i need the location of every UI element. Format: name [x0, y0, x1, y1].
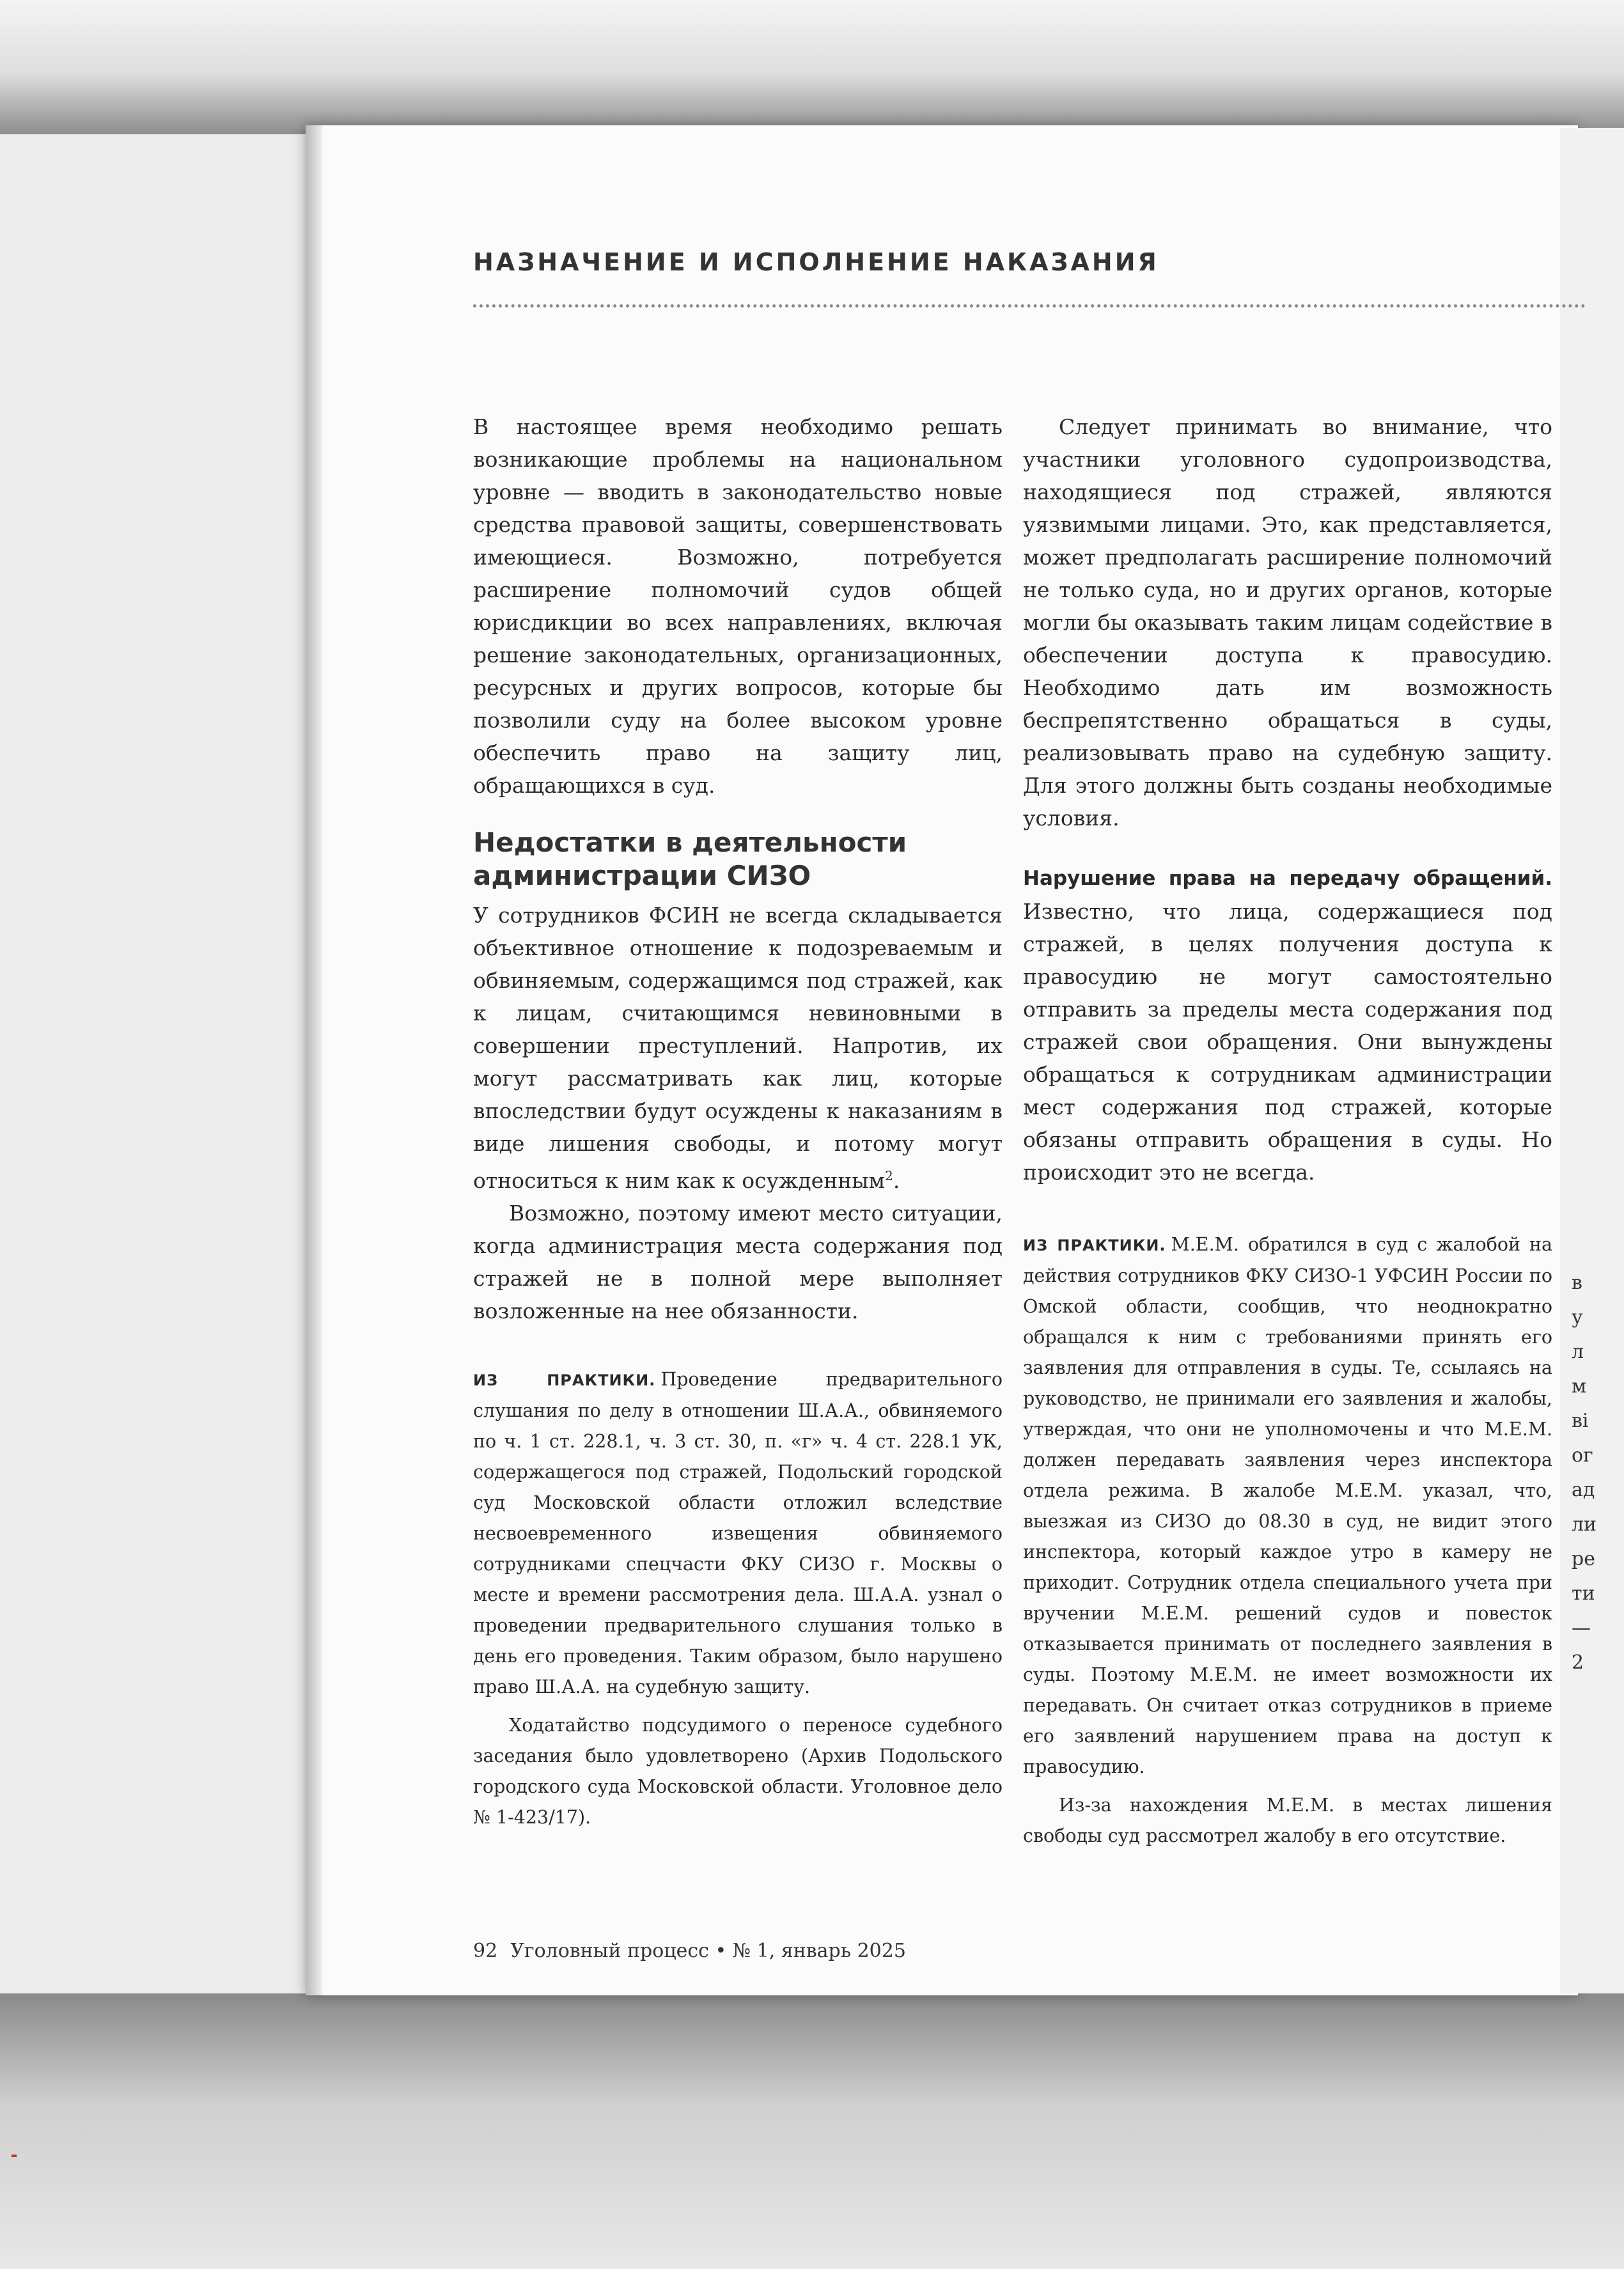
page-footer [473, 1940, 919, 1962]
page-number: 92 [473, 1940, 498, 1962]
header-dotted-rule [473, 304, 1586, 308]
fragment: ог [1572, 1444, 1593, 1467]
adjacent-page-edge [1560, 128, 1624, 1993]
scan-background-left [0, 134, 306, 1993]
practice-text: Проведение предварительного слушания по делу в отношении Ш.А.А., обвиняемого по ч. 1 ст. 228.1, ч. 3 ст. 30, п. «г» ч. 4 ст. 228.1 УК, содержащегося под стражей, Подольский городской суд Московской области отложил вследствие несвоевременного извещения обвиняемого сотрудниками спецчасти ФКУ СИЗО г. Москвы о месте и времени рассмотрения дела. Ш.А.А. узнал о проведении предварительного слушания только в день его проведения. Таким образом, было нарушено право Ш.А.А. на судебную защиту. [473, 1369, 1003, 1697]
scan-speck [12, 2155, 17, 2157]
page-edge-shadow [306, 125, 322, 1995]
paragraph-with-run-in-heading [1023, 861, 1552, 1189]
section-title: НАЗНАЧЕНИЕ И ИСПОЛНЕНИЕ НАКАЗАНИЯ [473, 248, 1159, 276]
practice-label: ИЗ ПРАКТИКИ. [1023, 1236, 1166, 1254]
fragment: м [1572, 1375, 1587, 1398]
intro-paragraph: В настоящее время необходимо решать возникающие проблемы на национальном уровне — вводить в законодательство новые средства правовой защиты, совершенствовать имеющиеся. Возможно, потребуется расширение полномочий судов общей юрисдикции во всех направлениях, включая решение законодательных, организационных, ресурсных и других вопросов, которые бы позволили суду на более высоком уровне обеспечить право на защиту лиц, обращающихся в суд. [473, 414, 1003, 798]
practice-case [1023, 1229, 1552, 1782]
paragraph-text: У сотрудников ФСИН не всегда складывается объективное отношение к подозреваемым и обвиняемым, содержащимся под стражей, как к лицам, считающимся невиновными в совершении преступлений. Напротив, их могут рассматривать как лиц, которые впоследствии будут осуждены к наказаниям в виде лишения свободы, и потому могут относиться к ним как к осужденным [473, 903, 1003, 1193]
paragraph: Возможно, поэтому имеют место ситуации, когда администрация места содержания под стражей не в полной мере выполняет возложенные на нее обязанности. [473, 1201, 1003, 1323]
adjacent-page-text-fragments [1572, 1266, 1623, 1680]
fragment: ти [1572, 1582, 1595, 1605]
subheading: Недостатки в деятельности администрации СИЗО [473, 827, 907, 891]
fragment: ад [1572, 1479, 1595, 1501]
footnote-ref: 2 [885, 1168, 893, 1183]
scan-background-bottom [0, 1993, 1624, 2269]
practice-case-continuation: Из-за нахождения М.Е.М. в местах лишения свободы суд рассмотрел жалобу в его отсутствие. [1023, 1795, 1552, 1846]
left-column [473, 410, 1003, 1833]
journal-issue: Уголовный процесс • № 1, январь 2025 [510, 1940, 906, 1962]
fragment: у [1572, 1306, 1583, 1329]
practice-case-continuation: Ходатайство подсудимого о переносе судебного заседания было удовлетворено (Архив Подольского городского суда Московской области. Уголовное дело № 1-423/17). [473, 1715, 1003, 1828]
fragment: л [1572, 1341, 1584, 1363]
fragment: ві [1572, 1410, 1589, 1432]
paragraph-text: Известно, что лица, содержащиеся под стражей, в целях получения доступа к правосудию не могут самостоятельно отправить за пределы места содержания под стражей свои обращения. Они вынуждены обращаться к сотрудникам администрации мест содержания под стражей, которые обязаны отправить обращения в суды. Но происходит это не всегда. [1023, 899, 1552, 1185]
right-column [1023, 410, 1552, 1852]
fragment: ре [1572, 1548, 1595, 1570]
paragraph [473, 899, 1003, 1197]
fragment: в [1572, 1272, 1582, 1294]
fragment: 2 [1572, 1651, 1584, 1674]
run-in-heading: Нарушение права на передачу обращений. [1023, 867, 1552, 890]
practice-label: ИЗ ПРАКТИКИ. [473, 1371, 656, 1389]
practice-case [473, 1364, 1003, 1703]
fragment: ли [1572, 1513, 1597, 1536]
practice-text: М.Е.М. обратился в суд с жалобой на действия сотрудников ФКУ СИЗО-1 УФСИН России по Омской области, сообщив, что неоднократно обращался к ним с требованиями принять его заявления для отправления в суды. Те, ссылаясь на руководство, не принимали его заявления и жалобы, утверждая, что они не уполномочены и что М.Е.М. должен передавать заявления через инспектора отдела режима. В жалобе М.Е.М. указал, что, выезжая из СИЗО до 08.30 в суд, не видит этого инспектора, который каждое утро в камеру не приходит. Сотрудник отдела специального учета при вручении М.Е.М. решений судов и повесток отказывается принимать от последнего заявления в суды. Поэтому М.Е.М. не имеет возможности их передавать. Он считает отказ сотрудников в приеме его заявлений нарушением права на доступ к правосудию. [1023, 1234, 1552, 1777]
scan-background-top [0, 0, 1624, 134]
fragment: — [1572, 1617, 1591, 1639]
paragraph-end: . [893, 1168, 900, 1193]
paragraph: Следует принимать во внимание, что участники уголовного судопроизводства, находящиеся под стражей, являются уязвимыми лицами. Это, как представляется, может предполагать расширение полномочий не только суда, но и других органов, которые могли бы оказывать таким лицам содействие в обеспечении доступа к правосудию. Необходимо дать им возможность беспрепятственно обращаться в суды, реализовывать право на судебную защиту. Для этого должны быть созданы необходимые условия. [1023, 414, 1552, 830]
